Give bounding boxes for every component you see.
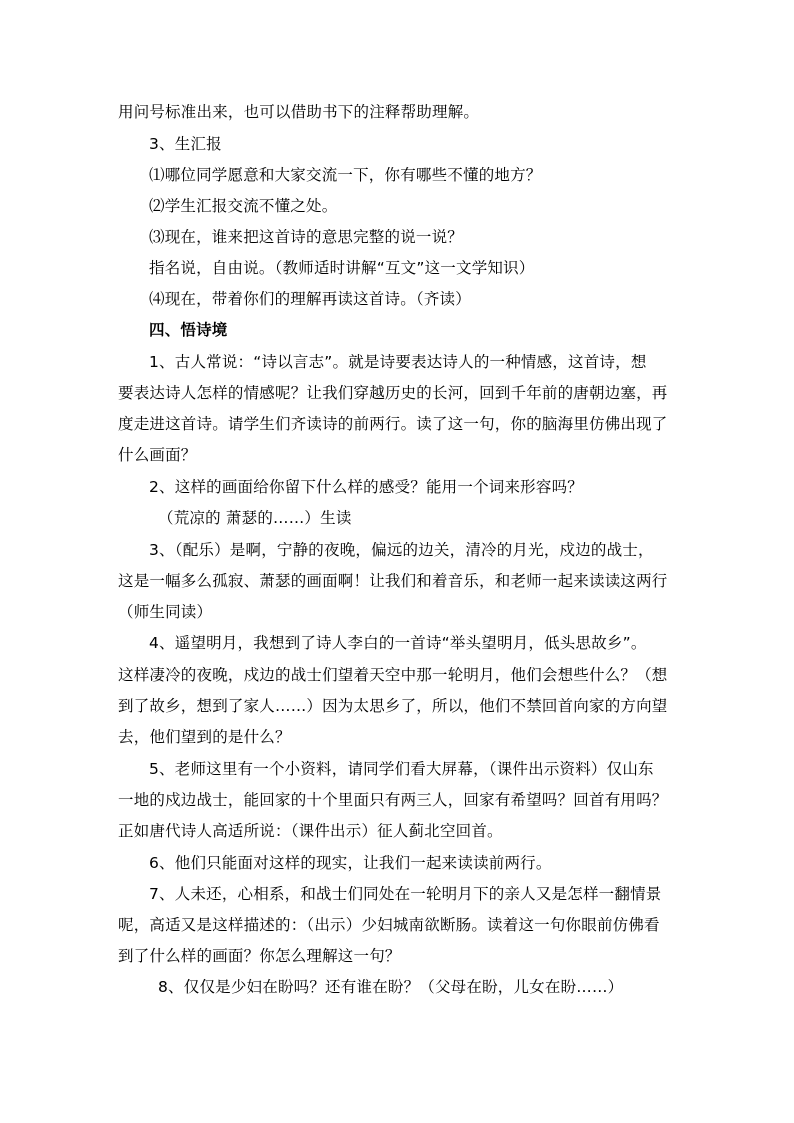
text-line: 5、老师这里有一个小资料，请同学们看大屏幕，（课件出示资料）仅山东 [149, 760, 654, 778]
text-line: 一地的戍边战士，能回家的十个里面只有两三人，回家有希望吗？回首有用吗？ [118, 791, 668, 809]
text-line: ⑷现在，带着你们的理解再读这首诗。（齐读） [149, 290, 471, 308]
text-line: 用问号标准出来，也可以借助书下的注释帮助理解。 [118, 103, 480, 121]
text-line: 4、遥望明月，我想到了诗人李白的一首诗“举头望明月，低头思故乡”。 [149, 634, 647, 652]
text-line: 1、古人常说：“诗以言志”。就是诗要表达诗人的一种情感，这首诗，想 [149, 353, 647, 371]
text-line: 这是一幅多么孤寂、萧瑟的画面啊！让我们和着音乐，和老师一起来读读这两行 [118, 572, 668, 590]
text-line: 到了什么样的画面？你怎么理解这一句？ [118, 947, 401, 965]
text-line: 这样凄冷的夜晚，戍边的战士们望着天空中那一轮明月，他们会想些什么？（想 [118, 666, 668, 684]
text-line: 呢，高适又是这样描述的：（出示）少妇城南欲断肠。读着这一句你眼前仿佛看 [118, 916, 660, 934]
section-heading: 四、悟诗境 [149, 321, 228, 339]
text-line: 到了故乡，想到了家人……）因为太思乡了，所以，他们不禁回首向家的方向望 [118, 697, 668, 715]
text-line: 8、仅仅是少妇在盼吗？还有谁在盼？（父母在盼，儿女在盼……） [158, 978, 624, 996]
text-line: ⑵学生汇报交流不懂之处。 [149, 197, 338, 215]
text-line: 指名说，自由说。（教师适时讲解“互文”这一文学知识） [149, 259, 535, 277]
text-line: ⑴哪位同学愿意和大家交流一下，你有哪些不懂的地方？ [149, 166, 542, 184]
text-line: 什么画面？ [118, 446, 197, 464]
text-line: ⑶现在，谁来把这首诗的意思完整的说一说？ [149, 228, 464, 246]
text-line: 2、这样的画面给你留下什么样的感受？能用一个词来形容吗？ [149, 478, 583, 496]
text-line: 6、他们只能面对这样的现实，让我们一起来读读前两行。 [149, 854, 552, 872]
text-line: （师生同读） [118, 603, 213, 621]
text-line: 7、人未还，心相系，和战士们同处在一轮明月下的亲人又是怎样一翻情景 [149, 885, 662, 903]
text-line: 正如唐代诗人高适所说：（课件出示）征人蓟北空回首。 [118, 822, 503, 840]
text-line: 3、生汇报 [149, 135, 222, 153]
text-line: 要表达诗人怎样的情感呢？让我们穿越历史的长河，回到千年前的唐朝边塞，再 [118, 384, 668, 402]
text-line: （荒凉的 萧瑟的……）生读 [158, 509, 352, 527]
text-line: 3、（配乐）是啊，宁静的夜晚，偏远的边关，清冷的月光，戍边的战士， [149, 541, 654, 559]
text-line: 去，他们望到的是什么？ [118, 728, 291, 746]
text-line: 度走进这首诗。请学生们齐读诗的前两行。读了这一句，你的脑海里仿佛出现了 [118, 415, 668, 433]
